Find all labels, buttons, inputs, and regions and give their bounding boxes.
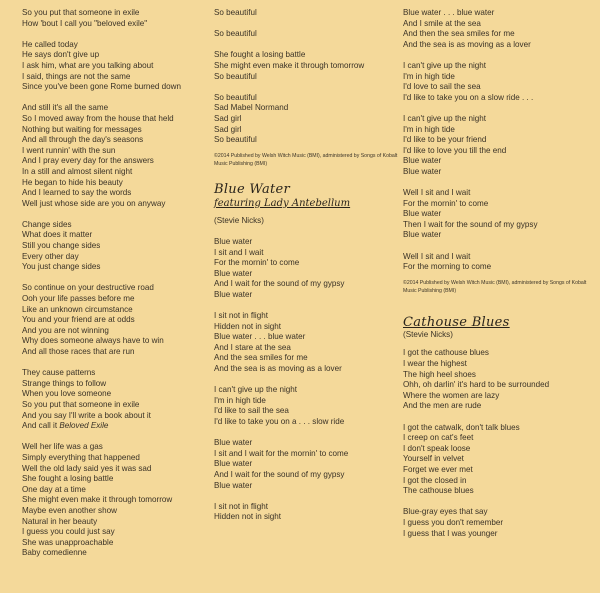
lyric-line: And I learned to say the words <box>22 188 132 198</box>
lyric-line: I'm in high tide <box>403 124 455 134</box>
lyric-line: Natural in her beauty <box>22 516 98 526</box>
stanza <box>22 8 212 29</box>
lyric-line: For the mornin' to come <box>214 258 300 268</box>
lyric-line: I'd like to take you on a slow ride . . . <box>403 92 534 102</box>
stanza <box>22 368 212 432</box>
lyric-line: She fought a losing battle <box>214 50 306 60</box>
lyric-line: For the morning to come <box>403 262 492 272</box>
lyric-line: For the mornin' to come <box>403 198 489 208</box>
lyric-line: Blue water <box>214 289 253 299</box>
lyric-line: You and your friend are at odds <box>22 315 135 325</box>
stanza <box>22 220 212 273</box>
lyric-line: They cause patterns <box>22 368 96 378</box>
lyric-line: You just change sides <box>22 262 101 272</box>
lyric-line: And I pray every day for the answers <box>22 156 154 166</box>
lyric-line: The cathouse blues <box>403 486 474 496</box>
lyric-line: I creep on cat's feet <box>403 433 474 443</box>
lyric-line: Well the old lady said yes it was sad <box>22 463 152 473</box>
lyric-line: Yourself in velvet <box>403 454 464 464</box>
stanza <box>214 93 404 146</box>
stanza <box>403 348 595 412</box>
lyric-line: Since you've been gone Rome burned down <box>22 82 182 92</box>
lyric-line: And still it's all the same <box>22 103 109 113</box>
lyric-line: I went runnin' with the sun <box>22 145 116 155</box>
lyric-line: Well just whose side are you on anyway <box>22 198 166 208</box>
lyrics-column-3 <box>403 8 595 550</box>
lyric-line: Blue water <box>214 268 253 278</box>
lyric-line: Where the women are lazy <box>403 390 500 400</box>
stanza <box>403 252 595 273</box>
lyric-line: Well I sit and I wait <box>403 251 471 261</box>
lyric-line: So beautiful <box>214 8 257 17</box>
stanza <box>403 8 595 50</box>
lyric-line: Blue water . . . blue water <box>403 8 495 17</box>
stanza <box>22 103 212 209</box>
lyric-line: So you put that someone in exile <box>22 399 140 409</box>
lyric-line: So I moved away from the house that held <box>22 113 174 123</box>
copyright-credit: ©2014 Published by Welsh Witch Music (BMI), administered by Songs of Kobalt Music Publishing (BMI) <box>403 279 587 294</box>
lyric-line-prefix: And call it <box>22 421 60 431</box>
stanza <box>403 114 595 178</box>
stanza <box>214 438 404 491</box>
stanza <box>22 283 212 357</box>
lyric-line: I guess that I was younger <box>403 528 498 538</box>
lyric-line: I got the catwalk, don't talk blues <box>403 422 520 432</box>
stanza <box>214 385 404 427</box>
lyric-line: Hidden not in sight <box>214 512 282 522</box>
lyric-line: Still you change sides <box>22 241 101 251</box>
lyric-line: And the sea is as moving as a lover <box>214 364 342 374</box>
lyric-line: Then I wait for the sound of my gypsy <box>403 219 538 229</box>
lyric-line: And the sea is as moving as a lover <box>403 39 531 49</box>
stanza <box>214 502 404 523</box>
lyric-line: Blue water <box>214 438 253 448</box>
lyric-line: Blue water <box>214 459 253 469</box>
lyric-line: He began to hide his beauty <box>22 177 123 187</box>
stanza <box>214 29 404 40</box>
lyric-line: Ooh your life passes before me <box>22 294 135 304</box>
lyrics-column-1 <box>22 8 212 569</box>
lyric-line: Blue water <box>403 230 442 240</box>
lyric-line: I sit and I wait <box>214 247 264 257</box>
lyric-line: I'd like to sail the sea <box>214 406 289 416</box>
lyric-line: Sad girl <box>214 113 242 123</box>
lyric-line: Hidden not in sight <box>214 321 282 331</box>
lyric-line: Blue water <box>403 209 442 219</box>
lyric-line: Sad girl <box>214 124 242 134</box>
lyric-line: So beautiful <box>214 135 257 145</box>
lyric-line: She fought a losing battle <box>22 474 114 484</box>
lyrics-column-2 <box>214 8 404 534</box>
lyric-line: The high heel shoes <box>403 369 476 379</box>
lyric-line: Well I sit and I wait <box>403 188 471 198</box>
lyric-line: And you are not winning <box>22 325 109 335</box>
lyric-line: I sit not in flight <box>214 501 268 511</box>
lyric-line <box>22 421 212 432</box>
stanza <box>22 40 212 93</box>
lyric-line: Like an unknown circumstance <box>22 304 133 314</box>
lyric-line: I guess you could just say <box>22 527 115 537</box>
lyric-line: Baby comedienne <box>22 548 87 558</box>
lyric-line: Change sides <box>22 219 72 229</box>
lyric-line: And then the sea smiles for me <box>403 29 515 39</box>
lyric-line: I can't give up the night <box>403 60 486 70</box>
lyric-line: And all through the day's seasons <box>22 135 144 145</box>
lyric-line: I sit and I wait for the mornin' to come <box>214 448 349 458</box>
lyric-line: I'd like to love you till the end <box>403 145 507 155</box>
stanza <box>403 188 595 241</box>
lyric-line: She was unapproachable <box>22 537 114 547</box>
lyric-line: I sit not in flight <box>214 311 268 321</box>
lyric-line: What does it matter <box>22 230 93 240</box>
lyric-line: Simply everything that happened <box>22 452 140 462</box>
lyric-line: And all those races that are run <box>22 347 135 356</box>
lyric-line: Ohh, oh darlin' it's hard to be surrounded <box>403 380 550 390</box>
lyric-line: Blue water <box>214 236 253 246</box>
lyric-line: I'd like to be your friend <box>403 135 487 145</box>
lyric-line: I'd like to take you on a . . . slow ride <box>214 417 345 426</box>
lyric-line: I guess you don't remember <box>403 517 504 527</box>
lyric-line: He called today <box>22 39 78 49</box>
lyric-line: I don't speak loose <box>403 443 471 453</box>
lyric-line: And I smile at the sea <box>403 18 481 28</box>
lyric-line: Blue water <box>403 166 442 176</box>
stanza <box>214 8 404 19</box>
lyric-line: I got the closed in <box>403 475 467 485</box>
song-featuring: featuring Lady Antebellum <box>214 197 351 209</box>
lyric-line: I'm in high tide <box>403 71 455 81</box>
stanza <box>214 311 404 375</box>
lyric-line: Blue water <box>403 156 442 166</box>
song-title: Blue Water <box>214 181 291 197</box>
songwriter: (Stevie Nicks) <box>403 329 453 339</box>
lyric-line: Well her life was a gas <box>22 442 103 452</box>
lyric-line: I can't give up the night <box>214 385 297 395</box>
lyric-line: How 'bout I call you "beloved exile" <box>22 18 148 28</box>
lyric-line: And I stare at the sea <box>214 342 291 352</box>
songwriter: (Stevie Nicks) <box>214 215 264 225</box>
lyric-line: And I wait for the sound of my gypsy <box>214 279 345 289</box>
lyric-line: And you say I'll write a book about it <box>22 410 151 420</box>
lyric-line: Blue water . . . blue water <box>214 332 306 342</box>
lyric-line: Sad Mabel Normand <box>214 103 289 113</box>
lyric-line: In a still and almost silent night <box>22 166 133 176</box>
song-title: Cathouse Blues <box>403 314 510 330</box>
lyric-line: So you put that someone in exile <box>22 8 140 17</box>
stanza <box>403 507 595 539</box>
lyric-line: Why does someone always have to win <box>22 336 164 346</box>
lyric-line: I ask him, what are you talking about <box>22 60 154 70</box>
stanza <box>403 61 595 103</box>
lyric-line: And I wait for the sound of my gypsy <box>214 469 345 479</box>
lyric-line: Blue-gray eyes that say <box>403 507 488 517</box>
lyric-line: She might even make it through tomorrow <box>22 495 173 505</box>
lyric-line: Forget we ever met <box>403 464 473 474</box>
lyric-line: One day at a time <box>22 484 86 494</box>
lyric-line: I'm in high tide <box>214 395 266 405</box>
lyric-line: Every other day <box>22 251 79 261</box>
lyric-line: Blue water <box>214 480 253 490</box>
book-title: Beloved Exile <box>59 421 109 431</box>
lyric-line: She might even make it through tomorrow <box>214 60 365 70</box>
lyric-line: So beautiful <box>214 92 257 102</box>
lyric-line: Nothing but waiting for messages <box>22 124 142 134</box>
stanza <box>214 50 404 82</box>
copyright-credit: ©2014 Published by Welsh Witch Music (BMI), administered by Songs of Kobalt Music Publishing (BMI) <box>214 152 398 167</box>
lyric-line: I said, things are not the same <box>22 71 131 81</box>
lyric-line: I'd love to sail the sea <box>403 82 481 92</box>
lyric-line: So beautiful <box>214 71 257 81</box>
lyric-line: I wear the highest <box>403 359 467 369</box>
lyric-line: I can't give up the night <box>403 113 486 123</box>
lyric-line: So beautiful <box>214 29 257 39</box>
lyric-line: And the sea smiles for me <box>214 353 308 363</box>
lyric-line: And the men are rude <box>403 401 482 411</box>
stanza <box>403 423 595 497</box>
lyric-line: Strange things to follow <box>22 378 107 388</box>
lyric-line: So continue on your destructive road <box>22 283 154 293</box>
stanza <box>22 442 212 559</box>
lyric-line: Maybe even another show <box>22 505 117 515</box>
stanza <box>214 237 404 301</box>
lyric-line: I got the cathouse blues <box>403 348 489 358</box>
lyric-line: He says don't give up <box>22 50 100 60</box>
lyric-line: When you love someone <box>22 389 112 399</box>
